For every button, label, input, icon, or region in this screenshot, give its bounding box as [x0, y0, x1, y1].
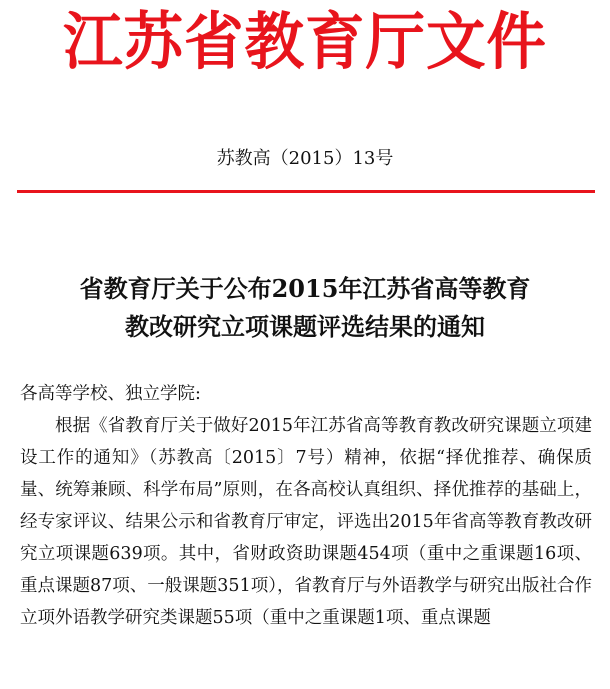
document-body: [20, 378, 592, 634]
salutation: 各高等学校、独立学院:: [20, 384, 201, 404]
title-line-2: 教改研究立项课题评选结果的通知: [125, 312, 485, 341]
issuer-masthead: 江苏省教育厅文件: [63, 5, 547, 78]
document-number: 苏教高（2015）13号: [216, 148, 394, 169]
red-divider-line: [17, 190, 595, 193]
body-paragraph: 根据《省教育厅关于做好2015年江苏省高等教育教改研究课题立项建设工作的通知》（苏教高〔2015〕7号）精神，依据“择优推荐、确保质量、统筹兼顾、科学布局”原则，在各高校认真组织、择优推荐的基础上，经专家评议、结果公示和省教育厅审定，评选出2015年省高等教育教改研究立项课题639项。其中，省财政资助课题454项（重中之重课题16项、重点课题87项、一般课题351项），省教育厅与外语教学与研究出版社合作立项外语教学研究类课题55项（重中之重课题1项、重点课题: [20, 416, 592, 628]
document-title: [0, 270, 610, 346]
title-line-1: 省教育厅关于公布2015年江苏省高等教育: [79, 274, 531, 303]
